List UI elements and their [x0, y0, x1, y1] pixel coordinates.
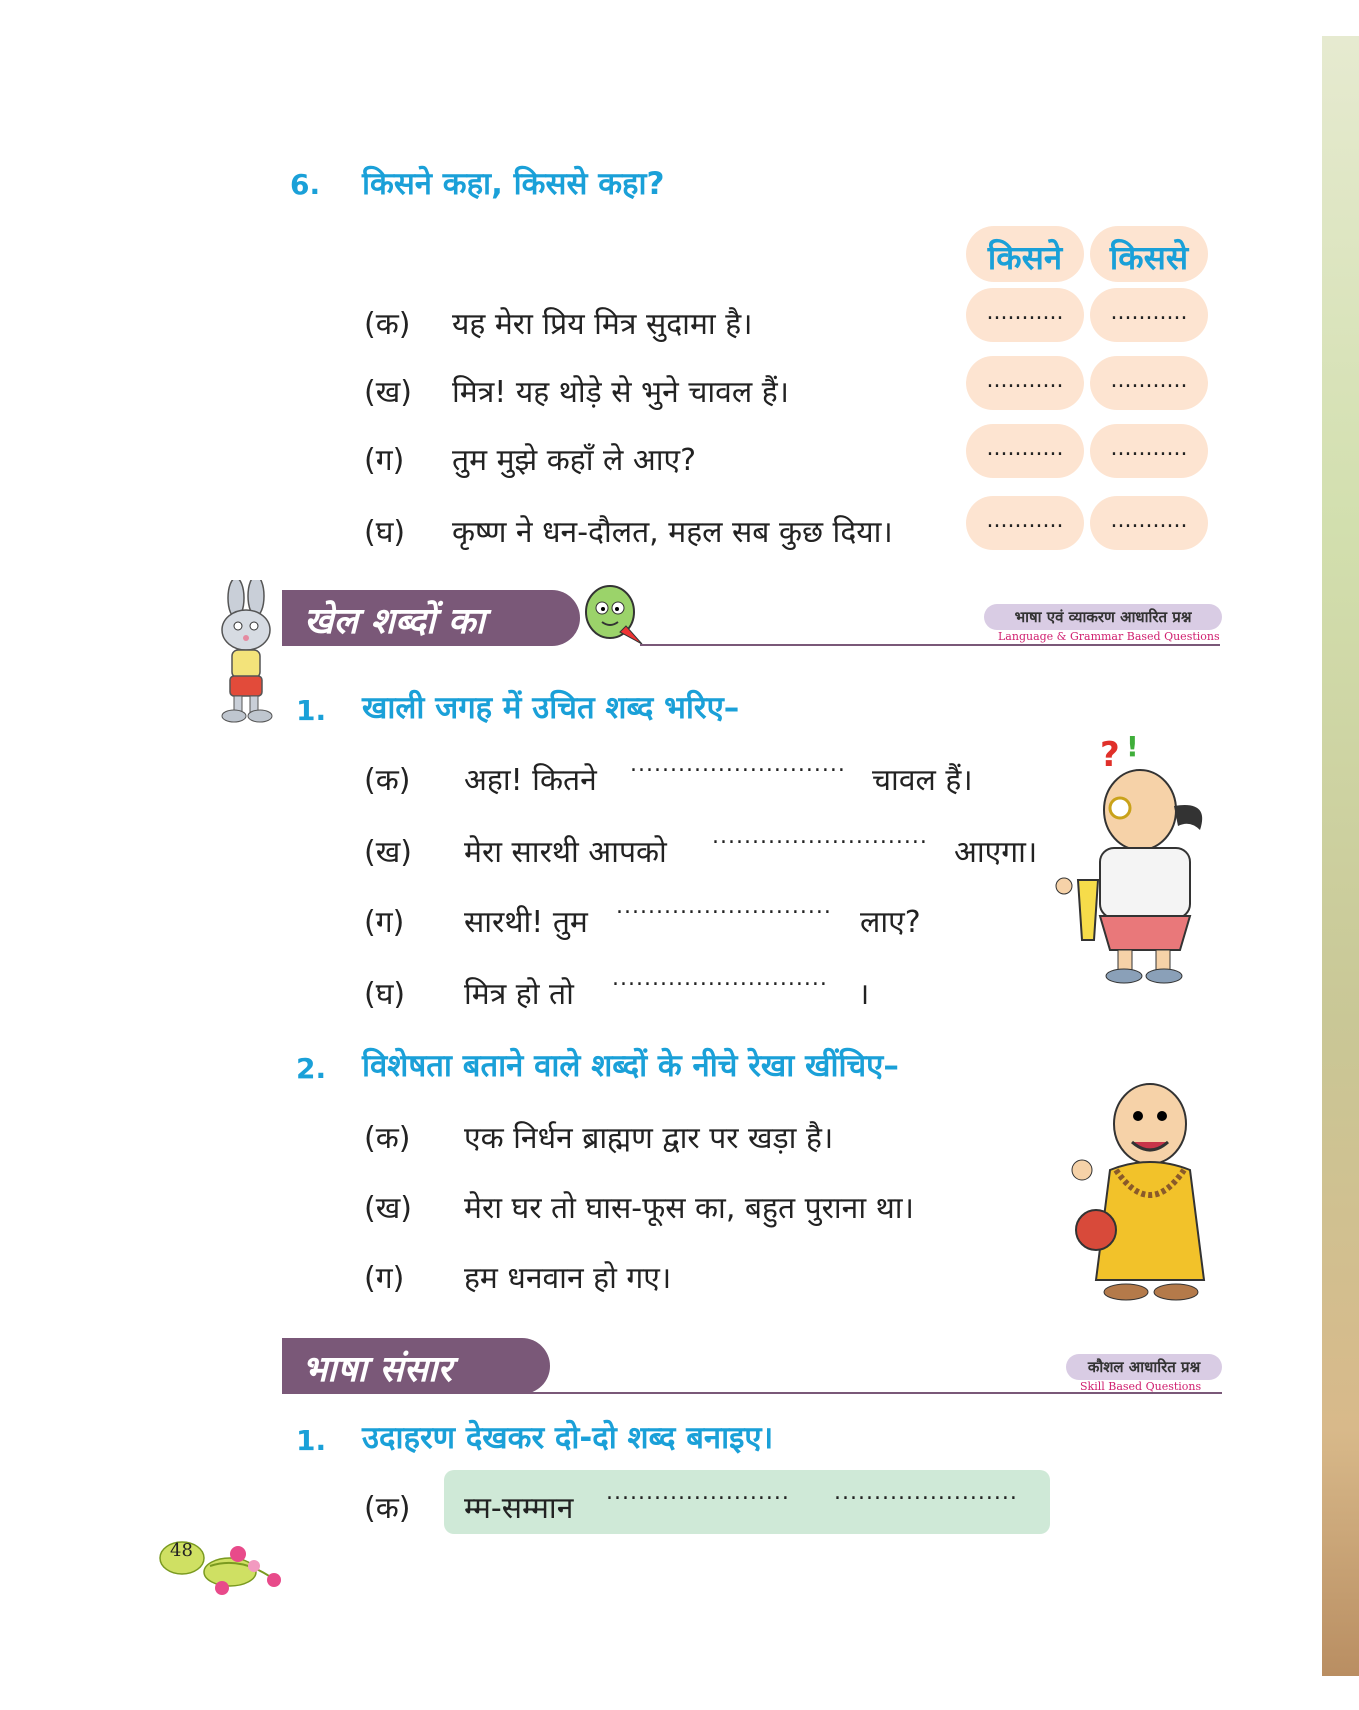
section-tag-hindi: भाषा एवं व्याकरण आधारित प्रश्न [984, 604, 1222, 630]
side-decoration-strip [1322, 36, 1359, 1676]
q6-title: किसने कहा, किससे कहा? [362, 166, 665, 202]
section-banner-khel-shabdon-ka [282, 590, 580, 646]
s2q1-example: म्म-सम्मान [464, 1491, 574, 1526]
s1q2-item-text: एक निर्धन ब्राह्मण द्वार पर खड़ा है। [464, 1121, 834, 1156]
s2q1-item-label: (क) [364, 1491, 411, 1526]
s1q1-item-label: (क) [364, 763, 411, 798]
s1q1-blank[interactable]: ........................... [612, 966, 828, 991]
s2q1-blank-2[interactable]: ....................... [834, 1480, 1018, 1505]
s1q1-item-label: (ग) [364, 905, 405, 940]
section-banner-title: खेल शब्दों का [304, 601, 485, 642]
s1q1-item-before: अहा! कितने [464, 763, 597, 798]
s1q1-blank[interactable]: ........................... [616, 894, 832, 919]
section-banner-bhasha-sansar [282, 1338, 550, 1394]
section-tag-english: Language & Grammar Based Questions [998, 630, 1220, 643]
s1q1-item-label: (ख) [364, 835, 412, 870]
section-tag-hindi: कौशल आधारित प्रश्न [1066, 1354, 1222, 1380]
s1q1-blank[interactable]: ........................... [712, 824, 928, 849]
s1q1-item-before: सारथी! तुम [464, 905, 588, 940]
s1q1-number: 1. [296, 694, 327, 727]
q6-answer-kisne[interactable]: ........... [966, 424, 1084, 478]
s2q1-blank-1[interactable]: ....................... [606, 1480, 790, 1505]
s2q1-number: 1. [296, 1424, 327, 1457]
q6-item-label: (ख) [364, 375, 412, 410]
section-banner-title: भाषा संसार [302, 1349, 453, 1390]
q6-item-label: (क) [364, 307, 411, 342]
section-underline [640, 644, 1220, 646]
q6-answer-kisne[interactable]: ........... [966, 496, 1084, 550]
svg-text:?: ? [1100, 735, 1120, 775]
q6-answer-kisse[interactable]: ........... [1090, 356, 1208, 410]
q6-col-kisne-label: किसने [987, 238, 1063, 277]
thinking-man-illustration-icon [1040, 730, 1250, 990]
q6-item-text: तुम मुझे कहाँ ले आए? [452, 443, 697, 478]
s1q1-item-after: लाए? [860, 905, 921, 940]
section-tag-english: Skill Based Questions [1080, 1380, 1202, 1393]
q6-answer-kisne[interactable]: ........... [966, 356, 1084, 410]
s1q2-item-text: मेरा घर तो घास-फूस का, बहुत पुराना था। [464, 1191, 914, 1226]
q6-number: 6. [290, 168, 321, 201]
q6-col-kisne-header [966, 226, 1084, 282]
s1q1-item-after: आएगा। [954, 835, 1038, 870]
q6-item-text: यह मेरा प्रिय मित्र सुदामा है। [452, 307, 753, 342]
q6-col-kisse-label: किससे [1109, 238, 1189, 277]
s1q2-item-text: हम धनवान हो गए। [464, 1261, 672, 1296]
q6-col-kisse-header [1090, 226, 1208, 282]
q6-item-label: (ग) [364, 443, 405, 478]
q6-item-text: मित्र! यह थोड़े से भुने चावल हैं। [452, 375, 789, 410]
page-number: 48 [170, 1540, 193, 1561]
s1q2-item-label: (ख) [364, 1191, 412, 1226]
s1q1-item-before: मित्र हो तो [464, 977, 574, 1012]
q6-answer-kisse[interactable]: ........... [1090, 496, 1208, 550]
svg-text:!: ! [1126, 730, 1139, 763]
s1q1-item-label: (घ) [364, 977, 406, 1012]
s1q1-item-before: मेरा सारथी आपको [464, 835, 667, 870]
q6-item-text: कृष्ण ने धन-दौलत, महल सब कुछ दिया। [452, 515, 893, 550]
s1q1-title: खाली जगह में उचित शब्द भरिए– [362, 690, 740, 726]
rabbit-mascot-icon [206, 580, 286, 725]
s1q1-item-after: चावल हैं। [872, 763, 973, 798]
s1q2-item-label: (क) [364, 1121, 411, 1156]
q6-answer-kisse[interactable]: ........... [1090, 288, 1208, 342]
q6-answer-kisne[interactable]: ........... [966, 288, 1084, 342]
sudama-monk-illustration-icon [1066, 1080, 1226, 1310]
s1q2-number: 2. [296, 1052, 327, 1085]
pencil-mascot-icon [580, 582, 650, 652]
s1q1-item-after: । [858, 977, 870, 1012]
q6-answer-kisse[interactable]: ........... [1090, 424, 1208, 478]
s1q2-title: विशेषता बताने वाले शब्दों के नीचे रेखा खींचिए– [362, 1048, 899, 1084]
s1q1-blank[interactable]: ........................... [630, 752, 846, 777]
q6-item-label: (घ) [364, 515, 406, 550]
s1q2-item-label: (ग) [364, 1261, 405, 1296]
s2q1-title: उदाहरण देखकर दो-दो शब्द बनाइए। [362, 1420, 774, 1456]
